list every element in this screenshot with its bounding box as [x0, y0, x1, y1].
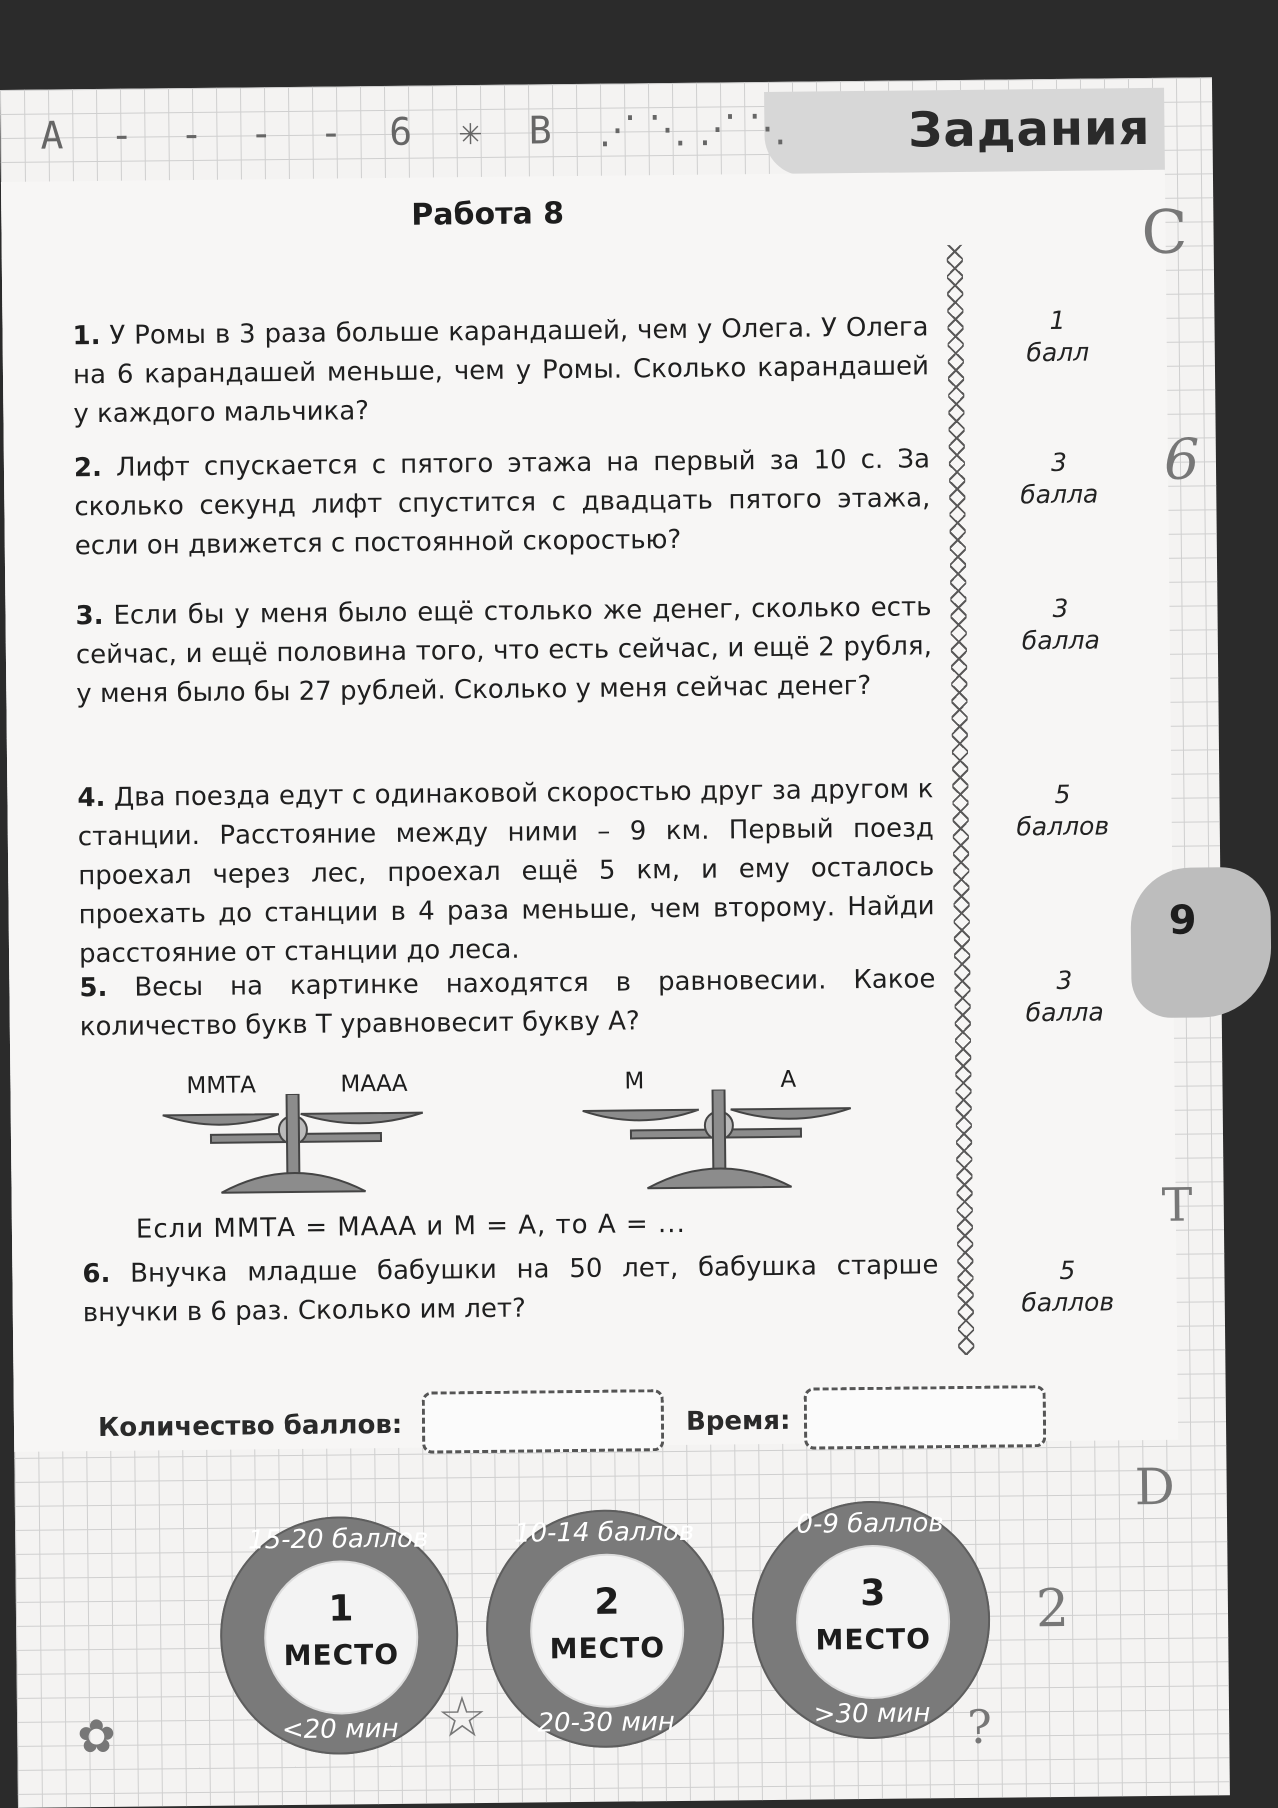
task-2	[74, 440, 931, 566]
score-word: баллов	[1016, 811, 1110, 842]
work-title: Работа 8	[411, 196, 565, 233]
equation-text: Если ММТА = МААА и М = А, то А = ...	[135, 1208, 686, 1245]
score-word: балла	[1020, 479, 1099, 510]
pan-label-left: М	[624, 1068, 645, 1095]
pan-label-right: А	[780, 1066, 797, 1093]
badge-place: МЕСТО	[549, 1631, 666, 1666]
task-2-score	[1004, 446, 1115, 511]
score-answer-box[interactable]	[422, 1389, 665, 1454]
task-number: 6.	[82, 1258, 111, 1290]
task-4	[77, 770, 935, 974]
task-1-score	[1002, 304, 1113, 369]
score-label: Количество баллов:	[97, 1409, 403, 1444]
badge-place: МЕСТО	[283, 1637, 400, 1673]
score-word: баллов	[1021, 1287, 1115, 1318]
side-tab-blob	[1130, 867, 1272, 1018]
rating-badge-3	[751, 1500, 991, 1740]
task-number: 5.	[79, 972, 108, 1004]
task-text: Весы на картинке находятся в равновесии. Какое количество букв Т уравновесит букву А?	[79, 964, 936, 1043]
pan-label-right: МААА	[340, 1070, 408, 1098]
task-1	[72, 308, 929, 434]
score-number: 3	[1052, 593, 1069, 624]
badge-time: 20-30 мин	[537, 1707, 675, 1739]
badge-rank: 1	[328, 1588, 354, 1630]
time-label: Время:	[685, 1405, 791, 1437]
score-number: 3	[1056, 965, 1073, 995]
badge-time: <20 мин	[281, 1713, 399, 1746]
task-5-score	[1009, 964, 1120, 1029]
score-number: 5	[1059, 1255, 1076, 1285]
badge-center	[529, 1553, 685, 1709]
star-icon: ☆	[436, 1684, 488, 1751]
score-word: балл	[1026, 337, 1090, 368]
digit-6-icon: 6	[1163, 427, 1200, 493]
time-answer-box[interactable]	[804, 1385, 1047, 1450]
task-5	[79, 960, 936, 1047]
badge-center	[795, 1544, 951, 1700]
letter-c-icon: C	[1141, 197, 1188, 269]
scale-drawing	[581, 1088, 862, 1201]
badge-range: 10-14 баллов	[513, 1516, 695, 1549]
task-number: 2.	[73, 452, 103, 484]
task-text: Лифт спускается с пятого этажа на первый за 10 с. За сколько секунд лифт спустится с двадцать пятого этажа, если он движется с постоянной скоростью?	[74, 444, 931, 562]
task-number: 4.	[77, 782, 106, 814]
letter-t-icon: T	[1161, 1177, 1193, 1232]
score-number: 1	[1049, 305, 1066, 336]
score-number: 3	[1050, 447, 1068, 478]
task-text: Внучка младше бабушки на 50 лет, бабушка старше внучки в 6 раз. Сколько им лет?	[82, 1250, 939, 1329]
rating-badge-2	[485, 1509, 725, 1749]
workbook-page	[0, 77, 1230, 1808]
digit-2-icon: 2	[1035, 1578, 1070, 1640]
task-text: Два поезда едут с одинаковой скоростью друг за другом к станции. Расстояние между ними – 9 км. Первый поезд проехал через лес, проехал ещё 5 км, и ему осталось проехать до станции в 4 раза меньше, чем второму. Найди расстояние от станции до леса.	[77, 774, 935, 970]
page-title: Задания	[907, 99, 1151, 159]
task-3	[75, 588, 932, 714]
badge-range: 0-9 баллов	[796, 1508, 944, 1540]
task-4-score	[1007, 778, 1118, 843]
letter-d-icon: D	[1134, 1457, 1176, 1517]
task-6	[82, 1246, 939, 1333]
scale-drawing	[161, 1092, 442, 1205]
task-6-score	[1012, 1254, 1123, 1319]
rating-badge-1	[219, 1515, 459, 1755]
flower-icon: ✿	[76, 1708, 117, 1764]
badge-range: 15-20 баллов	[247, 1523, 429, 1556]
badge-rank: 2	[594, 1581, 620, 1623]
task-number: 1.	[72, 320, 101, 352]
score-word: балла	[1025, 997, 1104, 1028]
question-mark-icon: ?	[966, 1699, 993, 1754]
task-text: Если бы у меня было ещё столько же денег, сколько есть сейчас, и ещё половина того, что есть сейчас, и ещё 2 рубля, у меня было бы 27 рублей. Сколько у меня сейчас денег?	[75, 592, 933, 710]
pan-label-left: ММТА	[186, 1072, 257, 1100]
badge-place: МЕСТО	[815, 1622, 932, 1657]
task-text: У Ромы в 3 раза больше карандашей, чем у Олега. У Олега на 6 карандашей меньше, чем у Ромы. Сколько карандашей у каждого мальчика?	[72, 312, 930, 430]
score-word: балла	[1021, 625, 1100, 656]
badge-center	[263, 1560, 419, 1716]
side-tab-number: 9	[1168, 897, 1197, 944]
badge-time: >30 мин	[813, 1698, 931, 1730]
task-number: 3.	[75, 600, 104, 632]
score-number: 5	[1054, 779, 1071, 809]
task-3-score	[1005, 592, 1116, 657]
header-decoration: A - - - - 6 ✳ B ⋰⋱⋰⋱	[40, 105, 799, 158]
badge-rank: 3	[860, 1572, 886, 1615]
